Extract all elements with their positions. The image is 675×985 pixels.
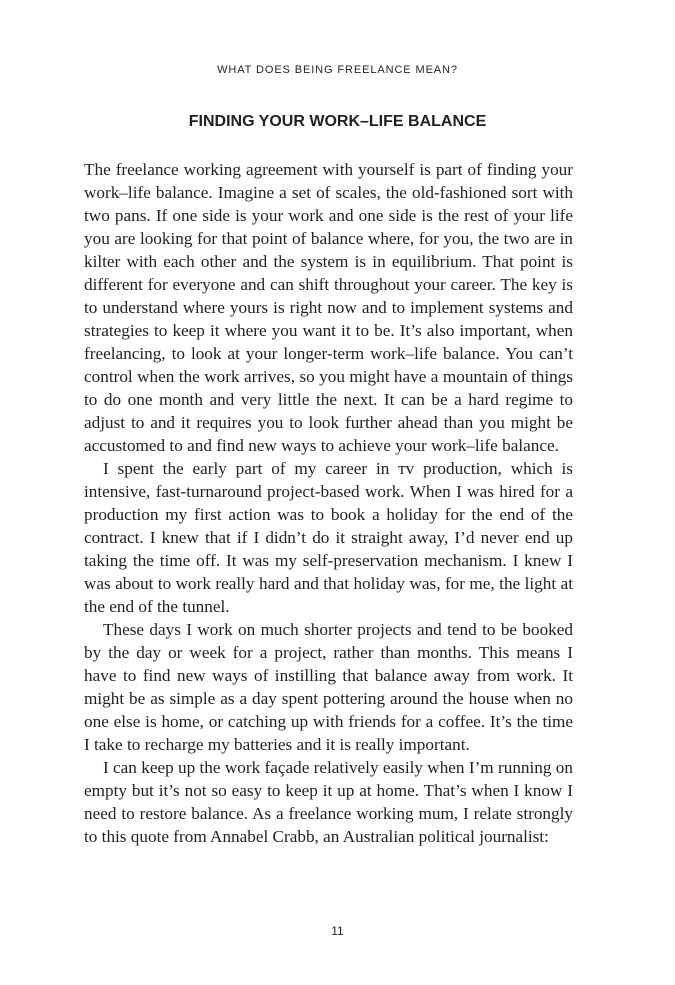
section-title: FINDING YOUR WORK–LIFE BALANCE (188, 113, 487, 130)
paragraph: These days I work on much shorter projects and tend to be booked by the day or week for a project, rather than months. This means I have to find new ways of instilling that balance away from work. It might be as simple as a day spent pottering around the house when no one else is home, or catching up with friends for a coffee. It’s the time I take to recharge my batteries and it is really important. (84, 620, 573, 754)
paragraph: I can keep up the work façade relatively easily when I’m running on empty but it’s not so easy to keep it up at home. That’s when I know I need to restore balance. As a freelance working mum, I relate strongly to this quote from Annabel Crabb, an Australian political journalist: (84, 758, 573, 846)
page-number: 11 (331, 924, 344, 938)
paragraph: I spent the early part of my career in ᴛᴠ production, which is intensive, fast-turnaround project-based work. When I was hired for a production my first action was to book a holiday for the end of the contract. I knew that if I didn’t do it straight away, I’d never end up taking the time off. It was my self-preservation mechanism. I knew I was about to work really hard and that holiday was, for me, the light at the end of the tunnel. (84, 459, 573, 616)
running-head: WHAT DOES BEING FREELANCE MEAN? (217, 64, 458, 76)
paragraph: The freelance working agreement with yourself is part of finding your work–life balance. Imagine a set of scales, the old-fashioned sort with two pans. If one side is your work and one side is the rest of your life you are looking for that point of balance where, for you, the two are in kilter with each other and the system is in equilibrium. That point is different for everyone and can shift throughout your career. The key is to understand where yours is right now and to implement systems and strategies to keep it where you want it to be. It’s also important, when freelancing, to look at your longer-term work–life balance. You can’t control when the work arrives, so you might have a mountain of things to do one month and very little the next. It can be a hard regime to adjust to and it requires you to look further ahead than you might be accustomed to and find new ways to achieve your work–life balance. (84, 160, 573, 455)
body-text (84, 158, 573, 848)
